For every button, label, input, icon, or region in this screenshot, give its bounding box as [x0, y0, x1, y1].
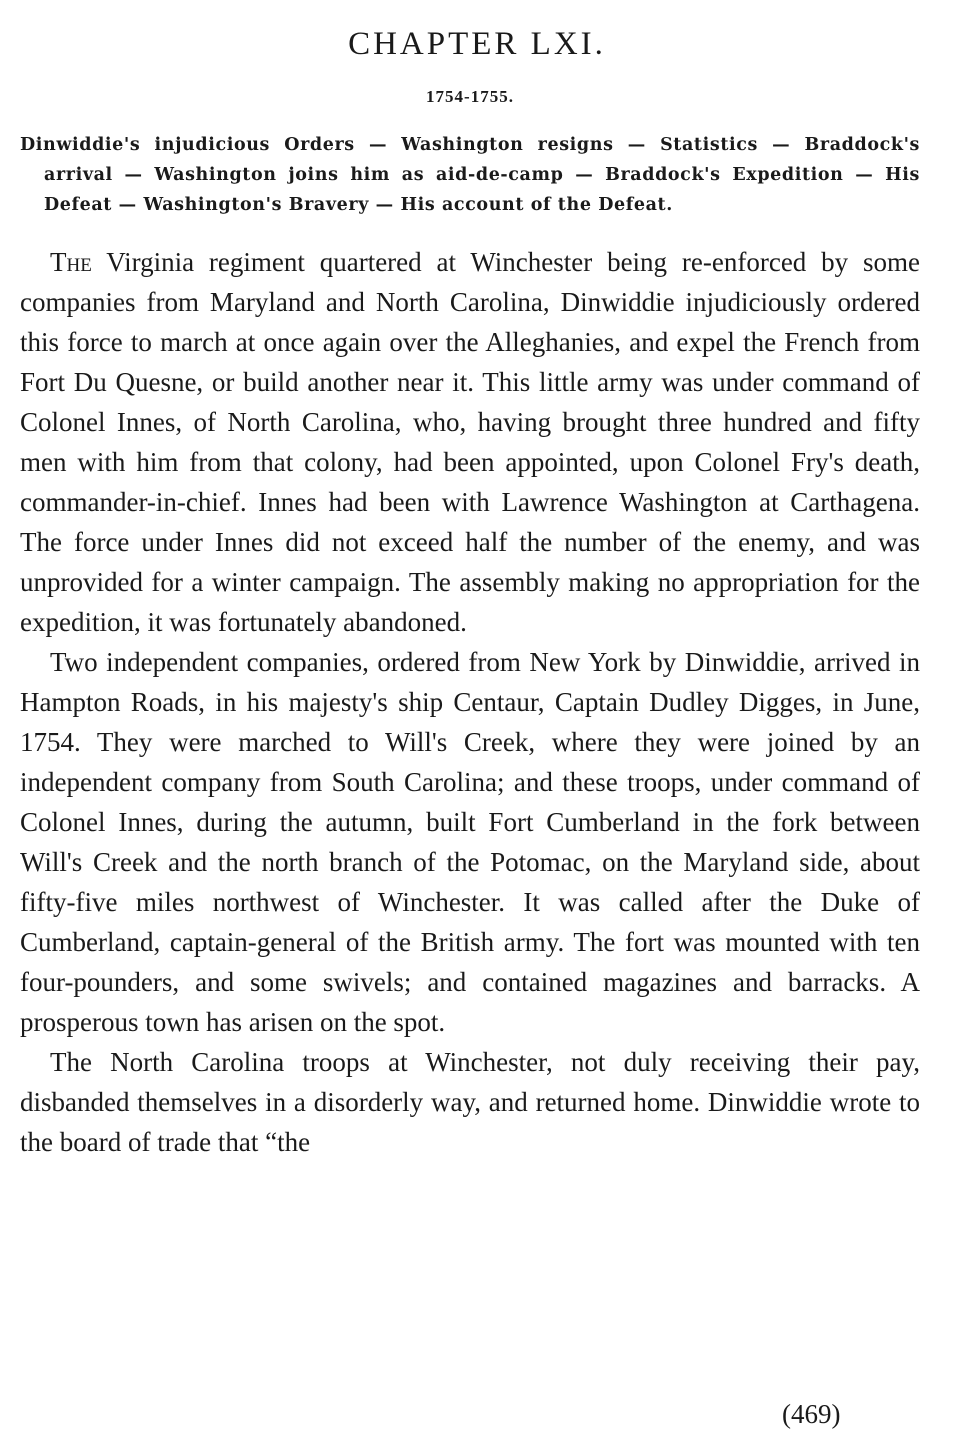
- chapter-body: [20, 242, 920, 1162]
- paragraph-2: Two independent companies, ordered from New York by Dinwiddie, arrived in Hampton Roads, in his majesty's ship Centaur, Captain Dudley Digges, in June, 1754. They were marched to Will's Creek, where they were joined by an independent company from South Carolina; and these troops, under command of Colonel Innes, during the autumn, built Fort Cumberland in the fork between Will's Creek and the north branch of the Potomac, on the Maryland side, about fifty-five miles northwest of Winchester. It was called after the Duke of Cumberland, captain-general of the British army. The fort was mounted with ten four-pounders, and some swivels; and contained magazines and barracks. A prosperous town has arisen on the spot.: [20, 647, 920, 1037]
- chapter-title: CHAPTER LXI.: [348, 26, 606, 62]
- paragraph-lead-word: The: [50, 247, 92, 277]
- paragraph-3: The North Carolina troops at Winchester, not duly receiving their pay, disbanded themselves in a disorderly way, and returned home. Dinwiddie wrote to the board of trade that “the: [20, 1047, 920, 1157]
- page-number: (469): [782, 1399, 841, 1429]
- paragraph-1-text: Virginia regiment quartered at Winchester being re-enforced by some companies from Maryland and North Carolina, Dinwiddie injudiciously ordered this force to march at once again over the Alleghanies, and expel the French from Fort Du Quesne, or build another near it. This little army was under command of Colonel Innes, of North Carolina, who, having brought three hundred and fifty men with him from that colony, had been appointed, upon Colonel Fry's death, commander-in-chief. Innes had been with Lawrence Washington at Carthagena. The force under Innes did not exceed half the number of the enemy, and was unprovided for a winter campaign. The assembly making no appropriation for the expedition, it was fortunately abandoned.: [20, 247, 920, 637]
- chapter-years: 1754-1755.: [426, 87, 514, 106]
- book-page: [20, 22, 920, 1162]
- chapter-summary: Dinwiddie's injudicious Orders — Washington resigns — Statistics — Braddock's arrival — Washington joins him as aid-de-camp — Braddock's Expedition — His Defeat — Washington's Bravery — His account of the Defeat.: [20, 135, 920, 215]
- paragraph-1: [20, 242, 920, 642]
